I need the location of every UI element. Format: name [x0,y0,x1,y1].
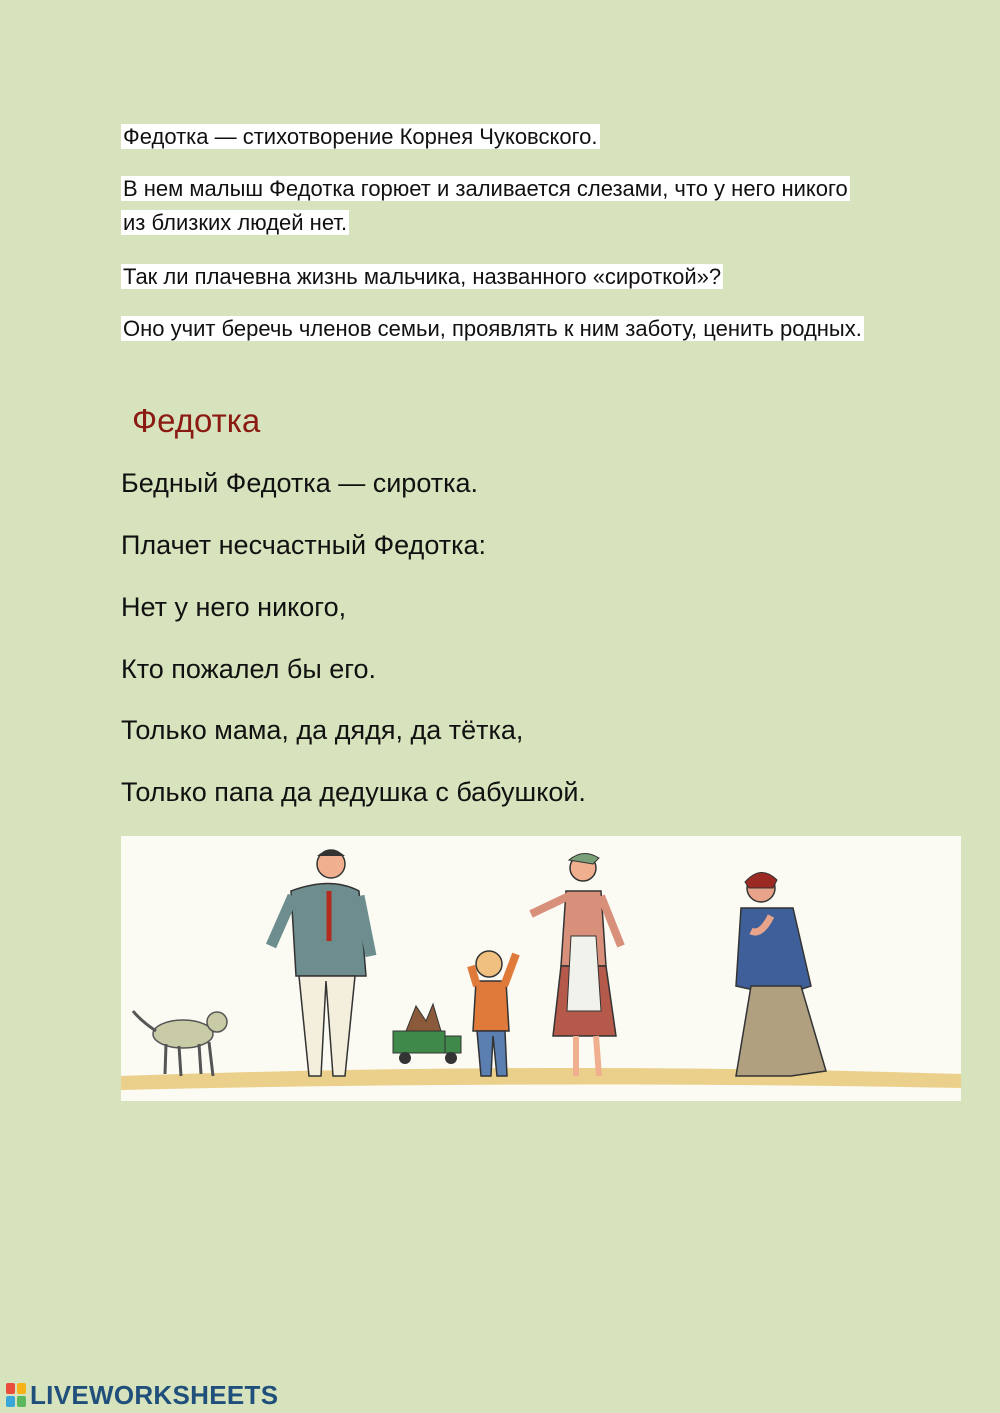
grandmother-figure [736,872,826,1076]
cat-figure [133,1011,227,1076]
family-illustration [121,836,961,1101]
mother-figure [531,853,621,1076]
intro-paragraph-3: Так ли плачевна жизнь мальчика, названного «сироткой»? [123,264,722,289]
liveworksheets-logo [6,1380,278,1411]
liveworksheets-logo-text: LIVEWORKSHEETS [30,1380,279,1410]
poem-line: Только мама, да дядя, да тётка, [121,715,524,745]
boy-figure [471,951,516,1076]
father-figure [271,850,371,1076]
intro-paragraph-1: Федотка — стихотворение Корнея Чуковского. [123,124,598,149]
toy-truck [393,1004,461,1064]
intro-paragraph-4: Оно учит беречь членов семьи, проявлять к ним заботу, ценить родных. [123,316,862,341]
poem-line: Только папа да дедушка с бабушкой. [121,777,586,807]
poem-line: Кто пожалел бы его. [121,654,377,684]
liveworksheets-logo-icon [6,1383,28,1409]
poem-line: Плачет несчастный Федотка: [121,530,487,560]
intro-paragraph-2: В нем малыш Федотка горюет и заливается слезами, что у него никого из близких людей нет. [123,176,848,235]
poem-title: Федотка [132,402,261,439]
poem-line: Нет у него никого, [121,592,347,622]
poem-line: Бедный Федотка — сиротка. [121,468,479,498]
